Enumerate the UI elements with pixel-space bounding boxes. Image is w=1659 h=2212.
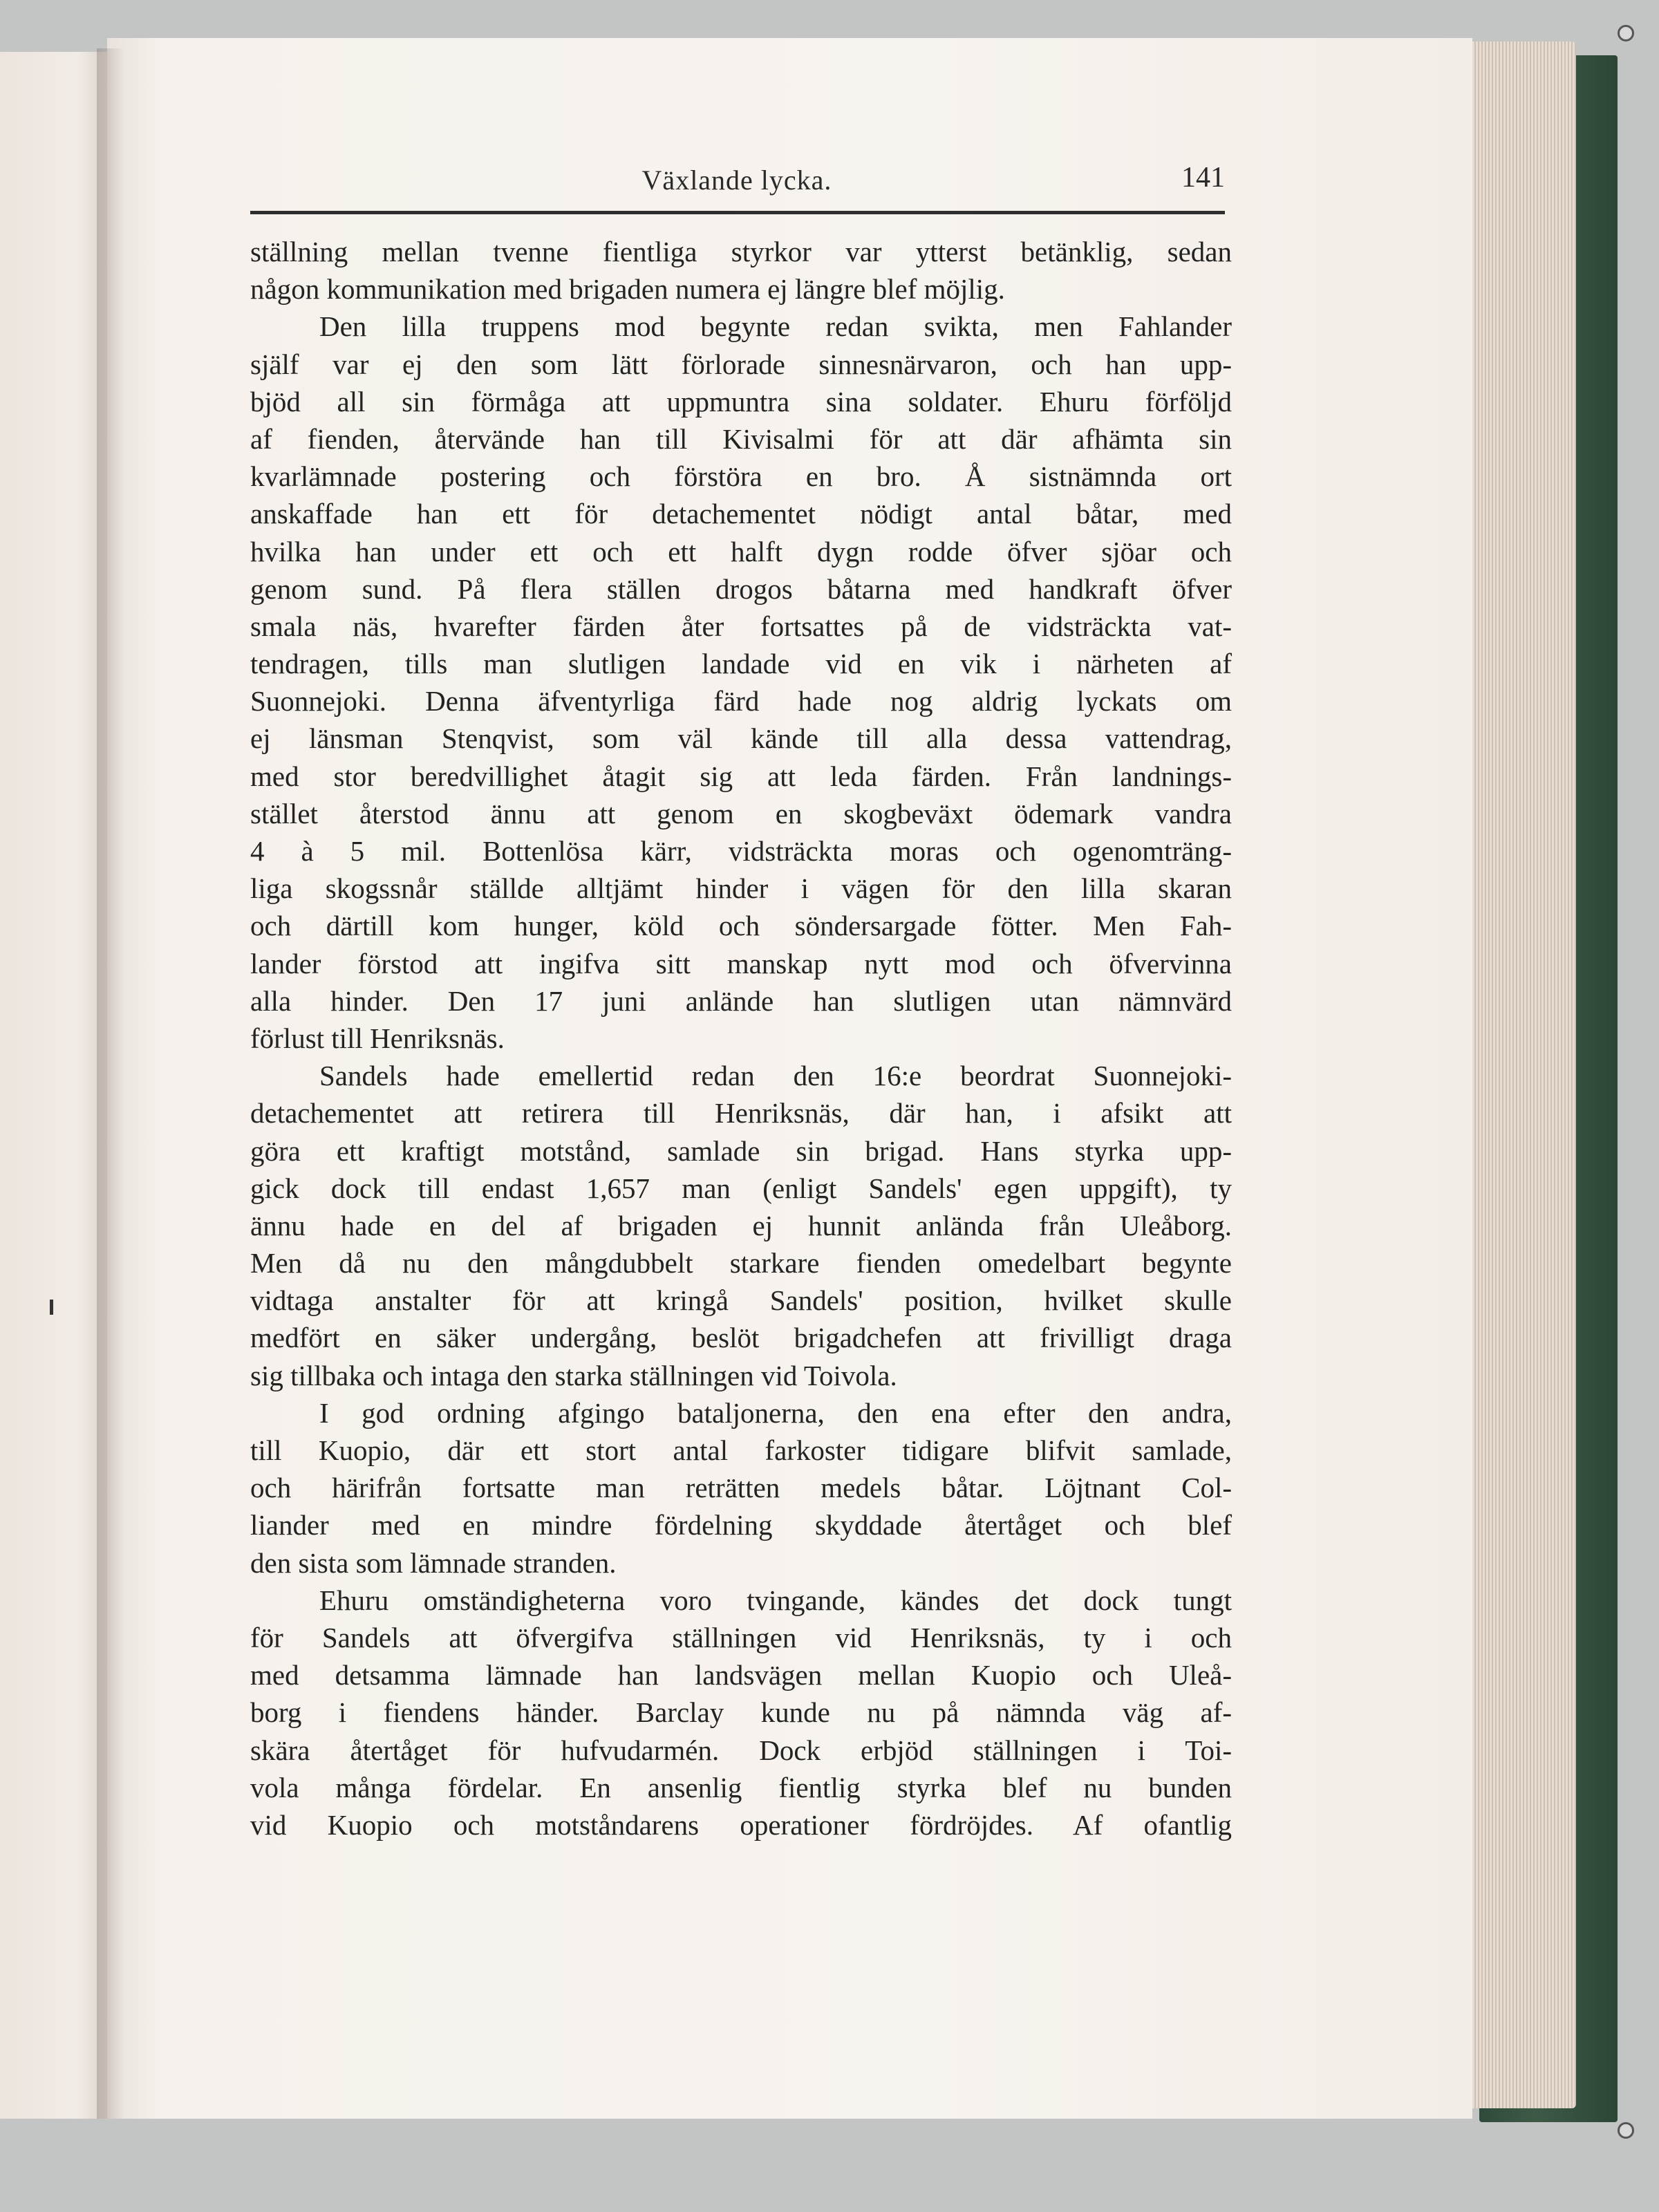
text-line: 4 à 5 mil. Bottenlösa kärr, vidsträckta moras och ogenomträng- (250, 835, 1232, 867)
text-line: och därtill kom hunger, köld och söndersargade fötter. Men Fah- (250, 910, 1232, 942)
text-line: lander förstod att ingifva sitt manskap nytt mod och öfvervinna (250, 947, 1232, 980)
text-line: I god ordning afgingo bataljonerna, den ena efter den andra, (319, 1396, 1232, 1429)
text-line: sig tillbaka och intaga den starka ställningen vid Toivola. (250, 1359, 897, 1391)
text-line: vid Kuopio och motståndarens operationer fördröjdes. Af ofantlig (250, 1808, 1232, 1841)
text-line: liander med en mindre fördelning skyddade återtåget och blef (250, 1509, 1232, 1541)
left-page (0, 52, 111, 2119)
page-number: 141 (1181, 162, 1225, 194)
text-line: Den lilla truppens mod begynte redan svikta, men Fahlander (319, 310, 1232, 343)
text-line: af fienden, återvände han till Kivisalmi för att där afhämta sin (250, 422, 1232, 455)
text-line: kvarlämnade postering och förstöra en bro. Å sistnämnda ort (250, 460, 1232, 493)
running-head (249, 156, 1225, 204)
text-line: bjöd all sin förmåga att uppmuntra sina soldater. Ehuru förföljd (250, 385, 1232, 418)
pin-top-right (1618, 25, 1634, 41)
text-line: för Sandels att öfvergifva ställningen vid Henriksnäs, ty i och (250, 1621, 1232, 1653)
text-line: med stor beredvillighet åtagit sig att leda färden. Från landnings- (250, 760, 1232, 792)
text-line: den sista som lämnade stranden. (250, 1546, 617, 1579)
text-line: ej länsman Stenqvist, som väl kände till alla dessa vattendrag, (250, 722, 1232, 755)
text-line: detachementet att retirera till Henriksnäs, där han, i afsikt att (250, 1097, 1232, 1130)
text-line: någon kommunikation med brigaden numera ej längre blef möjlig. (250, 273, 1005, 306)
text-line: borg i fiendens händer. Barclay kunde nu på nämnda väg af- (250, 1696, 1232, 1729)
text-line: stället återstod ännu att genom en skogbeväxt ödemark vandra (250, 797, 1232, 830)
text-line: liga skogssnår ställde alltjämt hinder i vägen för den lilla skaran (250, 872, 1232, 905)
running-title: Växlande lycka. (641, 165, 832, 196)
text-line: ännu hade en del af brigaden ej hunnit anlända från Uleåborg. (250, 1209, 1232, 1241)
text-line: och härifrån fortsatte man reträtten medels båtar. Löjtnant Col- (250, 1472, 1232, 1504)
text-line: vola många fördelar. En ansenlig fientlig styrka blef nu bunden (250, 1771, 1232, 1803)
text-line: medfört en säker undergång, beslöt brigadchefen att frivilligt draga (250, 1322, 1232, 1354)
text-line: Suonnejoki. Denna äfventyrliga färd hade nog aldrig lyckats om (250, 685, 1232, 718)
text-line: tendragen, tills man slutligen landade vid en vik i närheten af (250, 648, 1232, 680)
text-line: anskaffade han ett för detachementet nödigt antal båtar, med (250, 498, 1232, 530)
left-page-mark (50, 1300, 53, 1315)
body-text (250, 233, 1232, 1844)
text-line: med detsamma lämnade han landsvägen mellan Kuopio och Uleå- (250, 1659, 1232, 1691)
text-line: smala näs, hvarefter färden åter fortsattes på de vidsträckta vat- (250, 610, 1232, 642)
text-line: till Kuopio, där ett stort antal farkoster tidigare blifvit samlade, (250, 1434, 1232, 1466)
text-line: genom sund. På flera ställen drogos båtarna med handkraft öfver (250, 572, 1232, 605)
text-line: själf var ej den som lätt förlorade sinnesnärvaron, och han upp- (250, 348, 1232, 380)
text-line: Sandels hade emellertid redan den 16:e beordrat Suonnejoki- (319, 1060, 1232, 1092)
text-line: Men då nu den mångdubbelt starkare fienden omedelbart begynte (250, 1247, 1232, 1280)
gutter-shadow (97, 48, 124, 2119)
text-line: alla hinder. Den 17 juni anlände han slutligen utan nämnvärd (250, 984, 1232, 1017)
text-line: gick dock till endast 1,657 man (enligt Sandels' egen uppgift), ty (250, 1172, 1232, 1204)
text-line: Ehuru omständigheterna voro tvingande, kändes det dock tungt (319, 1584, 1232, 1616)
text-line: hvilka han under ett och ett halft dygn rodde öfver sjöar och (250, 535, 1232, 568)
text-line: förlust till Henriksnäs. (250, 1022, 505, 1054)
text-line: skära återtåget för hufvudarmén. Dock erbjöd ställningen i Toi- (250, 1734, 1232, 1766)
text-line: ställning mellan tvenne fientliga styrkor var ytterst betänklig, sedan (250, 236, 1232, 268)
pin-bottom-right (1618, 2122, 1634, 2139)
text-line: vidtaga anstalter för att kringå Sandels' position, hvilket skulle (250, 1284, 1232, 1317)
text-line: göra ett kraftigt motstånd, samlade sin brigad. Hans styrka upp- (250, 1134, 1232, 1167)
header-rule (250, 211, 1225, 214)
